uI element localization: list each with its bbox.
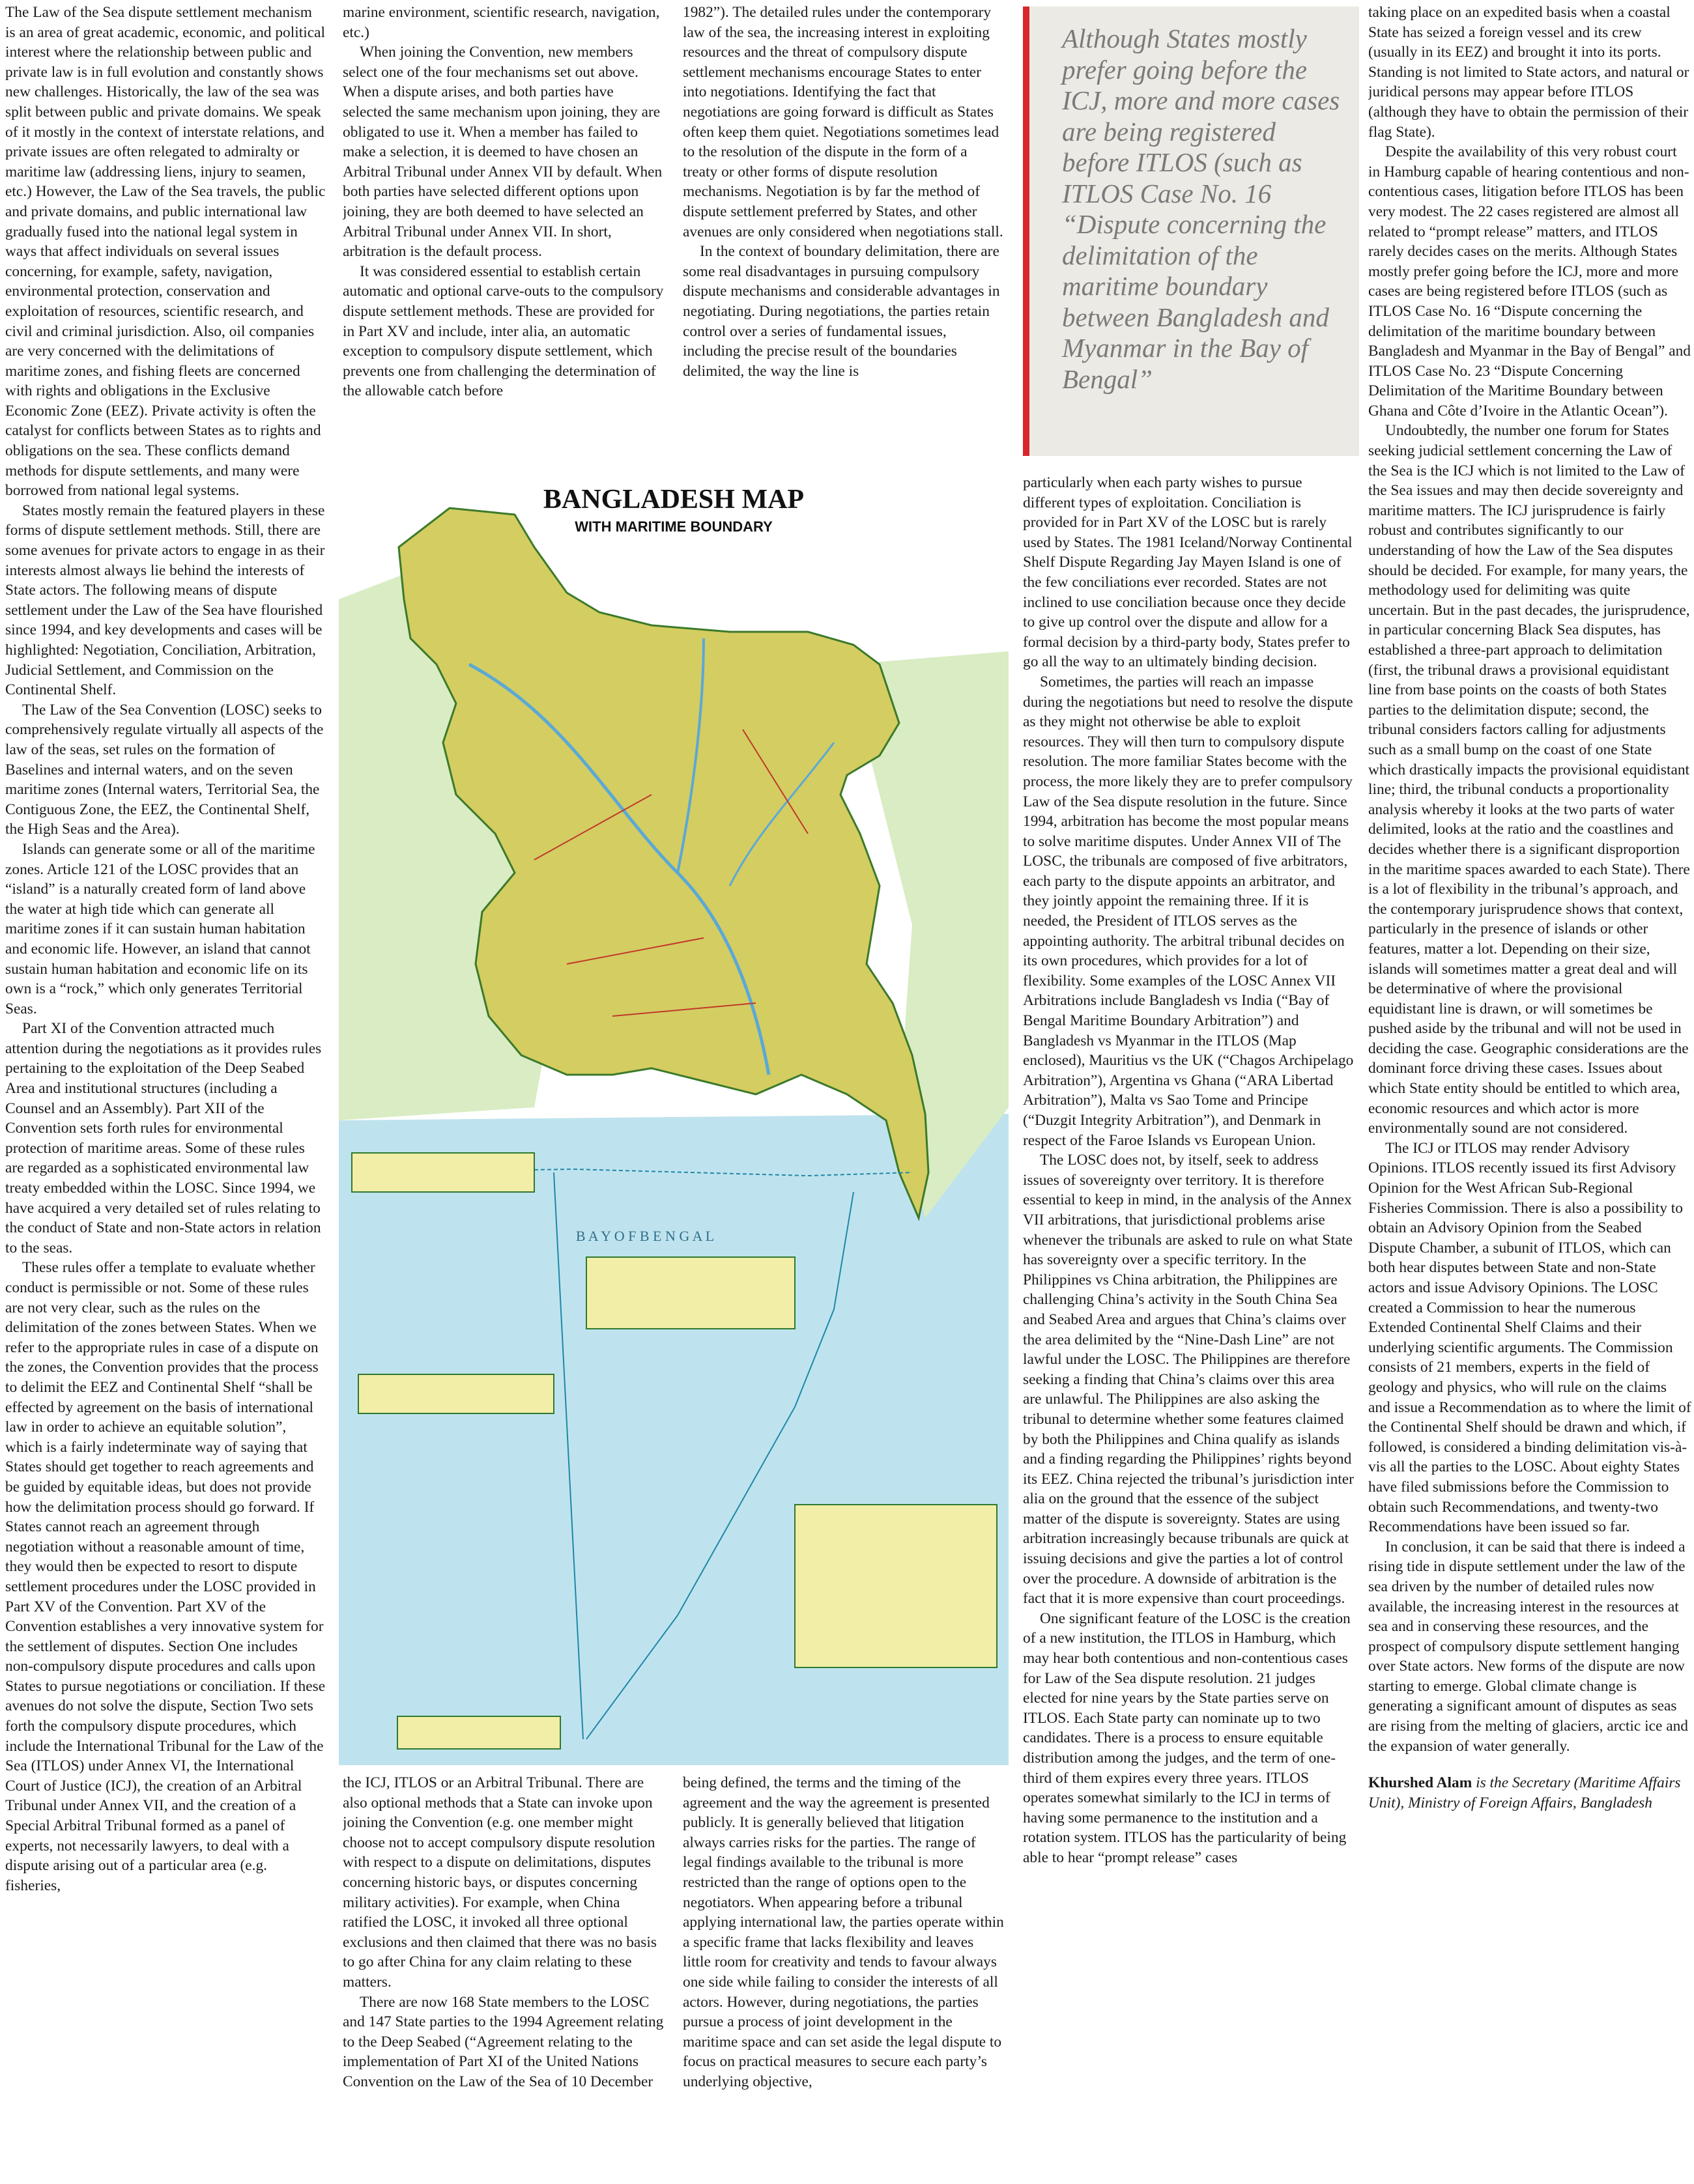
paragraph: Sometimes, the parties will reach an impasse during the negotiations but need to resolve the dispute as they might not otherwise be able to exploit resources. They will then turn to compulsory dispute resolution. The more familiar States become with the process, the more likely they are to prefer compulsory Law of the Sea dispute resolution in the future. Since 1994, arbitration has become the most popular means to solve maritime disputes. Under Annex VII of The LOSC, the tribunals are composed of five arbitrators, each party to the dispute appoints an arbitrator, and they jointly appoint the remaining three. If it is needed, the President of ITLOS serves as the appointing authority. The arbitral tribunal decides on its own procedures, which provides for a lot of flexibility. Some examples of the LOSC Annex VII Arbitrations include Bangladesh vs India (“Bay of Bengal Maritime Boundary Arbitration”) and Bangladesh vs Myanmar in the ITLOS (Map enclosed), Mauritius vs the UK (“Chagos Archipelago Arbitration”), Argentina vs Ghana (“ARA Libertad Arbitration”), Malta vs Sao Tome and Principe (“Duzgit Integrity Arbitration”), and Denmark in respect of the Faroe Islands vs European Union. — [1023, 673, 1354, 1149]
article-column-5 — [1368, 3, 1691, 2181]
table-territorial-sea-myanmar — [795, 1505, 997, 1667]
paragraph: Islands can generate some or all of the maritime zones. Article 121 of the LOSC provides that an “island” is a naturally created form of land above the water at high tide which can generate all maritime zones if it can sustain human habitation and economic life. However, an island that cannot sustain human habitation and economic life on its own is a “rock,” which only generates Territorial Seas. — [5, 840, 315, 1017]
table-continental-shelf — [397, 1716, 560, 1749]
bangladesh-map — [339, 469, 1009, 1765]
paragraph: Undoubtedly, the number one forum for States seeking judicial settlement concerning the Law of the Sea is the ICJ which is not limited to the Law of the Sea issues and may then decide sovereignty and maritime matters. The ICJ jurisprudence is fairly robust and contributes significantly to our understanding of how the Law of the Sea disputes should be decided. For example, for many years, the methodology used for delimiting was quite uncertain. But in the past decades, the jurisprudence, in particular concerning Black Sea disputes, has established a three-part approach to delimitation (first, the tribunal draws a provisional equidistant line from base points on the coasts of both States parties to the delimitation dispute; second, the tribunal considers factors calling for adjustments such as a small bump on the coast of one State which drastically impacts the provisional equidistant line; third, the tribunal conducts a proportionality analysis whereby it looks at the two parts of water delimited, looks at the ratio and the coastlines and decides whether there is a significant disproportion in the maritime spaces awarded to each State). There is a lot of flexibility in the tribunal’s approach, and the contemporary jurisprudence shows that context, particularly in the presence of islands or other features, matter a lot. Depending on their size, islands will sometimes matter a great deal and will be determinative of where the provisional equidistant line is drawn, or will sometimes be pushed aside by the tribunal and will not be used in deciding the case. Geographic considerations are the dominant force driving these cases. Issues about which State entity should be entitled to which area, economic resources and which actor is more environmentally sound are not considered. — [1368, 422, 1690, 1137]
author-name: Khurshed Alam — [1368, 1774, 1472, 1792]
article-column-2-bottom — [343, 1773, 665, 2181]
paragraph: taking place on an expedited basis when a coastal State has seized a foreign vessel and its crew (usually in its EEZ) and brought it into its ports. Standing is not limited to State actors, and natural or juridical persons may appear before ITLOS (although they have to obtain the permission of their flag State). — [1368, 4, 1689, 141]
article-column-3-top — [683, 3, 1005, 462]
paragraph: There are now 168 State members to the LOSC and 147 State parties to the 1994 Agreement relating to the Deep Seabed (“Agreement relating to the implementation of Part XI of the United Nations Convention on the Law of the Sea of 10 December — [343, 1993, 664, 2090]
table-eez — [358, 1374, 554, 1413]
paragraph: particularly when each party wishes to pursue different types of exploitation. Conciliation is provided for in Part XV of the LOSC but is rarely used by States. The 1981 Iceland/Norway Continental Shelf Dispute Regarding Jay Mayen Island is one of the few conciliations ever recorded. States are not inclined to use conciliation because once they decide to give up control over the dispute and allow for a formal decision by a third-party body, States prefer to go all the way to an ultimately binding decision. — [1023, 474, 1353, 671]
paragraph: The LOSC does not, by itself, seek to address issues of sovereignty over territory. It is therefore essential to keep in mind, in the analysis of the Annex VII arbitrations, that jurisdictional problems arise whenever the tribunals are asked to rule on what State has sovereignty over a specific territory. In the Philippines vs China arbitration, the Philippines are challenging China’s activity in the South China Sea and Seabed Area and argues that China’s claims over the area delimited by the “Nine-Dash Line” are not lawful under the LOSC. The Philippines are therefore seeking a finding that China’s claims over this area are unlawful. The Philippines are also asking the tribunal to determine whether some features claimed by both the Philippines and China qualify as islands and a finding regarding the Philippines’ rights beyond its EEZ. China rejected the tribunal’s jurisdiction inter alia on the ground that the essence of the subject matter of the dispute is sovereignty. States are using arbitration increasingly because tribunals are quick at issuing decisions and give the parties a lot of control over the procedure. A downside of arbitration is the fact that it is more expensive than court proceedings. — [1023, 1152, 1354, 1608]
map-subtitle: WITH MARITIME BOUNDARY — [575, 518, 773, 535]
paragraph: being defined, the terms and the timing of the agreement and the way the agreement is presented publicly. It is generally believed that litigation always carries risks for the parties. The range of legal findings available to the tribunal is more restricted than the range of options open to the negotiators. When appearing before a tribunal applying international law, the parties operate within a specific frame that lacks flexibility and leaves little room for creativity and tends to favour always one side while failing to consider the interests of all actors. However, during negotiations, the parties pursue a process of joint development in the maritime space and can set aside the legal dispute to focus on practical measures to secure each party’s underlying objective, — [683, 1774, 1004, 2090]
paragraph: These rules offer a template to evaluate whether conduct is permissible or not. Some of these rules are not very clear, such as the rules on the delimitation of the zones between States. When we refer to the appropriate rules in case of a dispute on the zones, the Convention provides that the process to delimit the EEZ and Continental Shelf “shall be effected by agreement on the basis of international law in order to achieve an equitable solution”, which is a fairly indeterminate way of saying that States should get together to reach agreements and be guided by equitable ideas, but does not provide how the delimitation process should go forward. If States cannot reach an agreement through negotiation without a reasonable amount of time, they would then be expected to resort to dispute settlement procedures under the LOSC provided in Part XV of the Convention. Part XV of the Convention establishes a very innovative system for the settlement of disputes. Section One includes non-compulsory dispute procedures and calls upon States to pursue negotiations or conciliation. If these avenues do not solve the dispute, Section Two sets forth the compulsory dispute procedures, which include the International Tribunal for the Law of the Sea (ITLOS) under Annex VI, the International Court of Justice (ICJ), the creation of an Arbitral Tribunal under Annex VII, and the creation of a Special Arbitral Tribunal formed as a panel of experts, not necessarily lawyers, to deal with a dispute arising out of a particular area (e.g. fisheries, — [5, 1259, 326, 1894]
author-byline — [1368, 1773, 1691, 1813]
paragraph: In the context of boundary delimitation, there are some real disadvantages in pursuing compulsory dispute mechanisms and considerable advantages in negotiating. During negotiations, the parties retain control over a series of fundamental issues, including the precise result of the boundaries delimited, the way the line is — [683, 243, 1000, 380]
paragraph: marine environment, scientific research, navigation, etc.) — [343, 4, 660, 41]
paragraph: States mostly remain the featured players in these forms of dispute settlement methods. Still, there are some avenues for private actors to engage in as their interests almost always lie behind the interests of State actors. The following means of dispute settlement under the Law of the Sea have flourished since 1994, and key developments and cases will be highlighted: Negotiation, Conciliation, Arbitration, Judicial Settlement, and Commission on the Continental Shelf. — [5, 502, 325, 699]
article-column-3-bottom — [683, 1773, 1005, 2181]
map-graphic — [339, 469, 1009, 1765]
pull-quote-text: Although States mostly prefer going before the ICJ, more and more cases are being registered before ITLOS (such as ITLOS Case No. 16 “Dispute concerning the delimitation of the maritime boundary between Bangladesh and Myanmar in the Bay of Bengal” — [1062, 23, 1340, 394]
paragraph: It was considered essential to establish certain automatic and optional carve-outs to the compulsory dispute settlement methods. These are provided for in Part XV and include, inter alia, an automatic exception to compulsory dispute settlement, which prevents one from challenging the determination of the allowable catch before — [343, 262, 664, 400]
paragraph: The ICJ or ITLOS may render Advisory Opinions. ITLOS recently issued its first Advisory Opinion for the West African Sub-Regional Fisheries Commission. There is also a possibility to obtain an Advisory Opinion from the Seabed Dispute Chamber, a subunit of ITLOS, which can both hear disputes between State and non-State actors and issue Advisory Opinions. The LOSC created a Commission to hear the numerous Extended Continental Shelf Claims and their underlying scientific arguments. The Commission consists of 21 members, experts in the field of geology and physics, who will rule on the claims and issue a Recommendation as to where the limit of the Continental Shelf should be drawn and which, if followed, is considered a binding delimitation vis-à-vis all the parties to the LOSC. About eighty States have filed submissions before the Commission to obtain such Recommendations, and twenty-two Recommendations have been issued so far. — [1368, 1139, 1691, 1536]
author-title: is the Secretary (Maritime Affairs Unit), Ministry of Foreign Affairs, Bangladesh — [1368, 1774, 1681, 1811]
paragraph: In conclusion, it can be said that there is indeed a rising tide in dispute settlement under the law of the sea driven by the number of detailed rules now available, the increasing interest in the resources at sea and in conserving these resources, and the prospect of compulsory dispute settlement hanging over State actors. New forms of the dispute are now starting to emerge. Global climate change is generating a significant amount of disputes as seas are rising from the melting of glaciers, arctic ice and the expansion of water generally. — [1368, 1538, 1688, 1755]
paragraph: 1982”). The detailed rules under the contemporary law of the sea, the increasing interest in exploiting resources and the threat of compulsory dispute settlement mechanisms encourage States to enter into negotiations. Identifying the fact that negotiations are going forward is difficult as States often keep them quiet. Negotiations sometimes lead to the resolution of the dispute in the form of a treaty or other forms of dispute resolution mechanisms. Negotiation is by far the method of dispute settlement preferred by States, and other avenues are only considered when negotiations stall. — [683, 4, 1003, 240]
paragraph: Despite the availability of this very robust court in Hamburg capable of hearing contentious and non-contentious cases, litigation before ITLOS has been very modest. The 22 cases registered are almost all related to “prompt release” matters, and ITLOS rarely decides cases on the merits. Although States mostly prefer going before the ICJ, more and more cases are being registered before ITLOS (such as ITLOS Case No. 16 “Dispute concerning the delimitation of the maritime boundary between Bangladesh and Myanmar in the Bay of Bengal” and ITLOS Case No. 23 “Dispute Concerning Delimitation of the Maritime Boundary between Ghana and Côte d’Ivoire in the Atlantic Ocean”). — [1368, 143, 1691, 419]
paragraph: Part XI of the Convention attracted much attention during the negotiations as it provides rules pertaining to the exploitation of the Deep Seabed Area and institutional structures (including a Counsel and an Assembly). Part XII of the Convention sets forth rules for environmental protection of maritime areas. Some of these rules are regarded as a sophisticated environmental law treaty embedded within the LOSC. Since 1994, we have acquired a very detailed set of rules relating to the conduct of State and non-State actors in relation to the seas. — [5, 1020, 322, 1256]
paragraph: The Law of the Sea Convention (LOSC) seeks to comprehensively regulate virtually all aspects of the law of the seas, set rules on the formation of Baselines and internal waters, and on the seven maritime zones (Internal waters, Territorial Sea, the Contiguous Zone, the EEZ, the Continental Shelf, the High Seas and the Area). — [5, 701, 324, 838]
article-column-1 — [5, 3, 326, 2181]
sea-label: B A Y O F B E N G A L — [575, 1228, 715, 1244]
pull-quote — [1023, 7, 1359, 456]
map-title: BANGLADESH MAP — [543, 485, 805, 515]
article-column-4 — [1023, 473, 1354, 2181]
paragraph: When joining the Convention, new members select one of the four mechanisms set out above. When a dispute arises, and both parties have selected the same mechanism upon joining, they are obligated to use it. When a member has failed to make a selection, it is deemed to have chosen an Arbitral Tribunal under Annex VII by default. When both parties have selected different options upon joining, they are both deemed to have selected an Arbitral Tribunal under Annex VII. In short, arbitration is the default process. — [343, 44, 663, 261]
paragraph: One significant feature of the LOSC is the creation of a new institution, the ITLOS in Hamburg, which may hear both contentious and non-contentious cases for Law of the Sea dispute resolution. 21 judges elected for nine years by the State parties serve on ITLOS. Each State party can nominate up to two candidates. There is a process to ensure equitable distribution among the judges, and the term of one-third of them expires every three years. ITLOS operates somewhat similarly to the ICJ in terms of having some permanence to the institution and a rotation system. ITLOS has the particularity of being able to hear “prompt release” cases — [1023, 1610, 1351, 1866]
paragraph: the ICJ, ITLOS or an Arbitral Tribunal. There are also optional methods that a State can invoke upon joining the Convention (e.g. one member might choose not to accept compulsory dispute resolution with respect to a dispute on delimitations, disputes concerning historic bays, or disputes concerning military activities). For example, when China ratified the LOSC, it invoked all three optional exclusions and then claimed that there was no basis to go after China for any claim relating to these matters. — [343, 1774, 657, 1991]
article-column-2-top — [343, 3, 665, 462]
table-territorial-sea-india — [352, 1153, 534, 1192]
paragraph: The Law of the Sea dispute settlement mechanism is an area of great academic, economic, and political interest where the relationship between public and private law is in full evolution and constantly shows new challenges. Historically, the law of the sea was split between public and private domains. We speak of it mostly in the context of interstate relations, and private issues are often relegated to admiralty or maritime law (addressing liens, injury to seamen, etc.) However, the Law of the Sea travels, the public and private domains, and public international law gradually fused into the national legal system in ways that affect individuals on several issues concerning, for example, safety, navigation, environmental protection, conservation and exploitation of resources, scientific research, and civil and criminal jurisdiction. Also, oil companies are very concerned with the delimitations of maritime zones, and fishing fleets are concerned with rights and obligations in the Exclusive Economic Zone (EEZ). Private activity is often the catalyst for conflicts between States as to rights and obligations on the sea. These conflicts demand methods for dispute settlements, and many were borrowed from national legal systems. — [5, 4, 326, 500]
table-baseline-points — [586, 1257, 795, 1329]
